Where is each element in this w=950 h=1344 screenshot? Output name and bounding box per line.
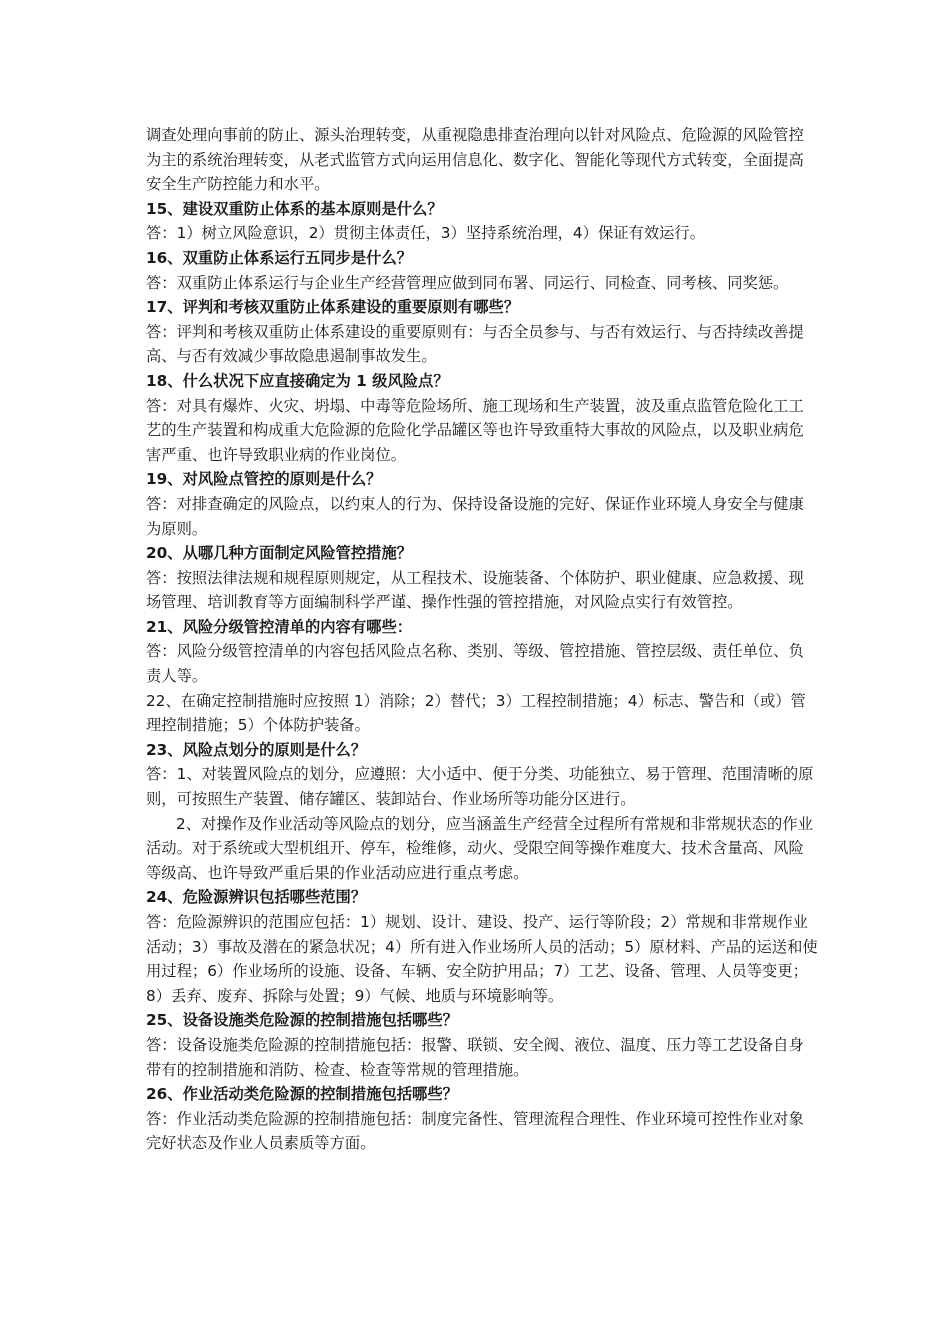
answer-16: 答：双重防止体系运行与企业生产经营管理应做到同布署、同运行、同检查、同考核、同奖惩。 <box>146 273 789 292</box>
answer-24: 答：危险源辨识的范围应包括：1）规划、设计、建设、投产、运行等阶段；2）常规和非常规作业活动；3）事故及潜在的紧急状况；4）所有进入作业场所人员的活动；5）原材料、产品的运送和使用过程；6）作业场所的设施、设备、车辆、安全防护用品；7）工艺、设备、管理、人员等变更；8）丢弃、废弃、拆除与处置；9）气候、地质与环境影响等。 <box>146 913 818 1005</box>
paragraph-intro: 调查处理向事前的防止、源头治理转变，从重视隐患排查治理向以针对风险点、危险源的风险管控为主的系统治理转变，从老式监管方式向运用信息化、数字化、智能化等现代方式转变，全面提高安全生产防控能力和水平。 <box>146 126 804 194</box>
answer-21: 答：风险分级管控清单的内容包括风险点名称、类别、等级、管控措施、管控层级、责任单位、负责人等。 <box>146 642 804 686</box>
question-20: 20、从哪几种方面制定风险管控措施？ <box>146 544 413 563</box>
question-17: 17、评判和考核双重防止体系建设的重要原则有哪些？ <box>146 298 520 317</box>
question-26: 26、作业活动类危险源的控制措施包括哪些？ <box>146 1085 458 1104</box>
answer-15: 答：1）树立风险意识，2）贯彻主体责任，3）坚持系统治理，4）保证有效运行。 <box>146 224 706 243</box>
answer-19: 答：对排查确定的风险点，以约束人的行为、保持设备设施的完好、保证作业环境人身安全与健康为原则。 <box>146 494 804 538</box>
answer-25: 答：设备设施类危险源的控制措施包括：报警、联锁、安全阀、液位、温度、压力等工艺设备自身带有的控制措施和消防、检查、检查等常规的管理措施。 <box>146 1035 804 1079</box>
question-18: 18、什么状况下应直接确定为 1 级风险点？ <box>146 371 449 390</box>
answer-23-part-2: 2、对操作及作业活动等风险点的划分，应当涵盖生产经营全过程所有常规和非常规状态的作业活动。对于系统或大型机组开、停车，检维修，动火、受限空间等操作难度大、技术含量高、风险等级高、也许导致严重后果的作业活动应进行重点考虑。 <box>146 814 813 882</box>
answer-18: 答：对具有爆炸、火灾、坍塌、中毒等危险场所、施工现场和生产装置，波及重点监管危险化工工艺的生产装置和构成重大危险源的危险化学品罐区等也许导致重特大事故的风险点，以及职业病危害严重、也许导致职业病的作业岗位。 <box>146 396 804 464</box>
question-16: 16、双重防止体系运行五同步是什么？ <box>146 248 413 267</box>
question-23: 23、风险点划分的原则是什么？ <box>146 740 367 759</box>
answer-23: 答：1、对装置风险点的划分，应遵照：大小适中、便于分类、功能独立、易于管理、范围清晰的原则，可按照生产装置、储存罐区、装卸站台、作业场所等功能分区进行。 <box>146 765 814 809</box>
question-24: 24、危险源辨识包括哪些范围？ <box>146 888 367 907</box>
question-25: 25、设备设施类危险源的控制措施包括哪些？ <box>146 1011 458 1030</box>
item-22: 22、在确定控制措施时应按照 1）消除；2）替代；3）工程控制措施；4）标志、警告和（或）管理控制措施；5）个体防护装备。 <box>146 691 806 735</box>
question-21: 21、风险分级管控清单的内容有哪些： <box>146 617 413 636</box>
answer-26: 答：作业活动类危险源的控制措施包括：制度完备性、管理流程合理性、作业环境可控性作业对象完好状态及作业人员素质等方面。 <box>146 1109 804 1153</box>
answer-20: 答：按照法律法规和规程原则规定，从工程技术、设施装备、个体防护、职业健康、应急救援、现场管理、培训教育等方面编制科学严谨、操作性强的管控措施，对风险点实行有效管控。 <box>146 568 804 612</box>
answer-17: 答：评判和考核双重防止体系建设的重要原则有：与否全员参与、与否有效运行、与否持续改善提高、与否有效减少事故隐患遏制事故发生。 <box>146 322 804 366</box>
question-19: 19、对风险点管控的原则是什么？ <box>146 470 382 489</box>
question-15: 15、建设双重防止体系的基本原则是什么？ <box>146 199 443 218</box>
document-body <box>146 123 818 1156</box>
